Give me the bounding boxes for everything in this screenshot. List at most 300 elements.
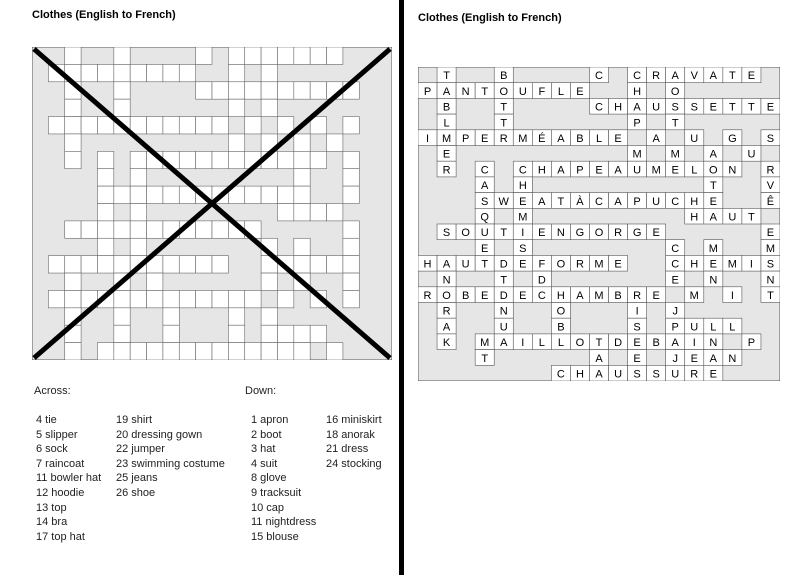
solution-letter: B bbox=[652, 337, 660, 350]
blank-cell bbox=[97, 64, 113, 81]
solution-letter: R bbox=[423, 290, 432, 303]
solution-letter: T bbox=[500, 227, 508, 240]
solution-letter: S bbox=[442, 227, 451, 240]
solution-letter: U bbox=[480, 227, 489, 240]
solution-letter: E bbox=[614, 258, 622, 271]
blank-cell bbox=[228, 308, 244, 325]
solution-letter: E bbox=[766, 227, 775, 240]
blank-cell bbox=[147, 117, 163, 134]
solution-letter: T bbox=[729, 101, 736, 114]
blank-cell bbox=[310, 204, 326, 221]
solution-letter: R bbox=[442, 305, 451, 318]
solution-letter: H bbox=[690, 211, 699, 224]
solution-letter: A bbox=[614, 195, 622, 208]
blank-cell bbox=[97, 256, 113, 273]
solution-letter: H bbox=[556, 290, 565, 303]
across-clues-col2 bbox=[116, 413, 225, 501]
solution-letter: T bbox=[481, 352, 489, 365]
across-clues-col1 bbox=[36, 413, 101, 544]
solution-letter: H bbox=[575, 368, 584, 381]
blank-cell bbox=[114, 256, 130, 273]
blank-cell bbox=[65, 256, 81, 273]
solution-letter: E bbox=[709, 101, 717, 114]
solution-letter: C bbox=[537, 290, 546, 303]
blank-cell bbox=[294, 47, 310, 64]
solution-letter: O bbox=[556, 258, 566, 271]
blank-cell bbox=[310, 325, 326, 342]
solution-letter: C bbox=[556, 368, 565, 381]
solution-letter: E bbox=[633, 337, 641, 350]
solution-letter: L bbox=[557, 85, 564, 98]
solution-letter: M bbox=[727, 258, 737, 271]
solution-letter: L bbox=[595, 133, 603, 146]
solution-letter: T bbox=[481, 85, 489, 98]
blank-cell bbox=[114, 325, 130, 342]
blank-cell bbox=[261, 343, 277, 360]
clue-item: 8 glove bbox=[251, 472, 287, 485]
clue-item: 4 suit bbox=[251, 457, 278, 470]
blank-cell bbox=[294, 325, 310, 342]
blank-cell bbox=[114, 186, 130, 203]
solution-letter: E bbox=[671, 164, 679, 177]
blank-cell bbox=[65, 221, 81, 238]
solution-letter: T bbox=[443, 70, 450, 83]
solution-letter: V bbox=[690, 70, 698, 83]
blank-cell bbox=[261, 47, 277, 64]
solution-letter: A bbox=[557, 164, 565, 177]
solution-letter: É bbox=[538, 133, 546, 146]
blank-cell bbox=[327, 343, 343, 360]
solution-letter: F bbox=[538, 85, 546, 98]
blank-cell bbox=[212, 343, 228, 360]
blank-cell bbox=[65, 99, 81, 116]
solution-letter: H bbox=[690, 258, 699, 271]
blank-cell bbox=[343, 273, 359, 290]
blank-cell bbox=[163, 256, 179, 273]
solution-letter: U bbox=[614, 368, 623, 381]
solution-letter: D bbox=[499, 258, 508, 271]
left-title: Clothes (English to French) bbox=[32, 9, 176, 21]
blank-cell bbox=[163, 186, 179, 203]
blank-cell bbox=[245, 186, 261, 203]
solution-letter: C bbox=[671, 242, 680, 255]
solution-letter: R bbox=[575, 258, 584, 271]
blank-cell bbox=[81, 64, 97, 81]
solution-letter: P bbox=[576, 164, 584, 177]
solution-letter: A bbox=[557, 133, 565, 146]
solution-letter: M bbox=[441, 133, 452, 146]
across-heading: Across: bbox=[34, 385, 71, 397]
solution-letter: E bbox=[652, 227, 660, 240]
solution-letter: A bbox=[442, 258, 451, 271]
blank-cell bbox=[294, 238, 310, 255]
blank-cell bbox=[245, 82, 261, 99]
solution-crossword-grid bbox=[418, 67, 780, 381]
solution-letter: T bbox=[729, 70, 736, 83]
solution-letter: A bbox=[709, 148, 717, 161]
solution-letter: M bbox=[765, 242, 776, 255]
solution-letter: A bbox=[595, 368, 603, 381]
clue-item: 14 bra bbox=[36, 516, 68, 529]
clue-item: 1 apron bbox=[251, 414, 289, 426]
solution-letter: U bbox=[518, 85, 527, 98]
solution-letter: A bbox=[442, 321, 451, 334]
blank-cell bbox=[114, 82, 130, 99]
solution-letter: U bbox=[652, 101, 661, 114]
solution-letter: R bbox=[652, 70, 661, 83]
blank-cell bbox=[343, 221, 359, 238]
solution-letter: E bbox=[442, 148, 451, 161]
down-clues-col1 bbox=[251, 413, 316, 544]
blank-cell bbox=[97, 186, 113, 203]
solution-letter: M bbox=[670, 148, 680, 161]
blank-cell bbox=[343, 186, 359, 203]
solution-letter: A bbox=[671, 337, 679, 350]
blank-cell bbox=[48, 290, 64, 307]
solution-letter: B bbox=[461, 290, 470, 303]
clue-item: 23 swimming costume bbox=[116, 457, 225, 470]
blank-cell bbox=[130, 169, 146, 186]
solution-letter: P bbox=[633, 195, 641, 208]
solution-letter: U bbox=[633, 164, 642, 177]
blank-cell bbox=[196, 47, 212, 64]
solution-letter: O bbox=[461, 227, 470, 240]
solution-letter: C bbox=[633, 70, 642, 83]
blank-cell bbox=[130, 64, 146, 81]
solution-letter: I bbox=[749, 258, 753, 271]
solution-letter: T bbox=[500, 117, 508, 130]
clue-item: 11 bowler hat bbox=[36, 472, 102, 485]
clue-item: 20 dressing gown bbox=[116, 428, 203, 441]
solution-letter: T bbox=[481, 258, 489, 271]
solution-letter: P bbox=[423, 85, 432, 98]
solution-letter: A bbox=[709, 352, 717, 365]
blank-cell bbox=[97, 169, 113, 186]
blank-cell bbox=[228, 47, 244, 64]
solution-letter: S bbox=[481, 195, 489, 208]
solution-letter: E bbox=[481, 133, 489, 146]
blank-cell bbox=[130, 204, 146, 221]
solution-letter: N bbox=[556, 227, 565, 240]
solution-letter: R bbox=[633, 290, 642, 303]
solution-letter: E bbox=[519, 290, 527, 303]
blank-cell bbox=[277, 82, 293, 99]
solution-letter: B bbox=[500, 70, 508, 83]
solution-letter: P bbox=[633, 117, 641, 130]
solution-letter: T bbox=[671, 117, 679, 130]
solution-letter: L bbox=[710, 321, 717, 334]
blank-cell bbox=[228, 134, 244, 151]
solution-letter: I bbox=[521, 337, 525, 350]
solution-letter: N bbox=[499, 305, 508, 318]
solution-letter: G bbox=[728, 133, 737, 146]
blank-cell bbox=[65, 134, 81, 151]
solution-letter: K bbox=[442, 337, 451, 350]
solution-letter: R bbox=[499, 133, 508, 146]
solution-letter: B bbox=[442, 101, 451, 114]
clue-item: 9 tracksuit bbox=[251, 486, 302, 499]
solution-letter: A bbox=[709, 211, 717, 224]
solution-letter: L bbox=[729, 321, 736, 334]
solution-letter: A bbox=[595, 352, 603, 365]
blank-cell bbox=[97, 343, 113, 360]
solution-letter: D bbox=[614, 337, 623, 350]
solution-letter: S bbox=[633, 321, 641, 334]
blank-cell bbox=[147, 186, 163, 203]
blank-cell bbox=[65, 343, 81, 360]
solution-letter: E bbox=[766, 101, 775, 114]
blank-cell bbox=[81, 256, 97, 273]
solution-letter: C bbox=[595, 101, 603, 114]
blank-cell bbox=[261, 308, 277, 325]
blank-cell bbox=[196, 343, 212, 360]
solution-letter: G bbox=[575, 227, 585, 240]
solution-letter: M bbox=[632, 148, 642, 161]
solution-letter: A bbox=[538, 195, 546, 208]
blank-cell bbox=[65, 151, 81, 168]
solution-letter: B bbox=[576, 133, 584, 146]
blank-cell bbox=[196, 290, 212, 307]
right-title: Clothes (English to French) bbox=[418, 12, 562, 24]
solution-letter: A bbox=[481, 180, 489, 193]
solution-letter: I bbox=[425, 133, 430, 146]
blank-cell bbox=[196, 82, 212, 99]
blank-cell bbox=[212, 82, 228, 99]
solution-letter: M bbox=[689, 290, 699, 303]
blank-cell bbox=[163, 117, 179, 134]
blank-cell bbox=[114, 343, 130, 360]
solution-letter: E bbox=[633, 352, 641, 365]
solution-letter: M bbox=[518, 211, 528, 224]
solution-letter: D bbox=[537, 274, 546, 287]
blank-cell bbox=[97, 221, 113, 238]
blank-cell bbox=[212, 117, 228, 134]
solution-letter: O bbox=[499, 85, 509, 98]
blank-cell bbox=[343, 117, 359, 134]
blank-cell bbox=[294, 256, 310, 273]
solution-letter: U bbox=[747, 148, 756, 161]
solution-letter: C bbox=[671, 258, 680, 271]
blank-cell bbox=[343, 151, 359, 168]
solution-letter: E bbox=[481, 242, 489, 255]
solution-letter: C bbox=[595, 195, 603, 208]
blank-cell bbox=[310, 82, 326, 99]
solution-letter: S bbox=[690, 101, 698, 114]
blank-cell bbox=[228, 82, 244, 99]
down-clues-col2 bbox=[326, 413, 382, 471]
solution-letter: A bbox=[576, 290, 584, 303]
blank-cell bbox=[65, 47, 81, 64]
blank-cell bbox=[277, 325, 293, 342]
blank-cell bbox=[163, 290, 179, 307]
solution-letter: I bbox=[635, 305, 639, 318]
solution-letter: O bbox=[575, 337, 585, 350]
solution-letter: O bbox=[709, 164, 718, 177]
solution-letter: M bbox=[594, 258, 604, 271]
solution-letter: N bbox=[728, 164, 737, 177]
blank-cell bbox=[261, 64, 277, 81]
solution-letter: S bbox=[633, 368, 641, 381]
blank-cell bbox=[261, 82, 277, 99]
blank-cell bbox=[212, 290, 228, 307]
solution-letter: E bbox=[747, 70, 756, 83]
solution-letter: E bbox=[519, 195, 527, 208]
clue-item: 6 sock bbox=[36, 443, 68, 456]
solution-letter: E bbox=[519, 258, 527, 271]
solution-letter: N bbox=[709, 274, 718, 287]
solution-letter: U bbox=[671, 368, 680, 381]
solution-letter: T bbox=[500, 274, 508, 287]
blank-cell bbox=[179, 290, 195, 307]
blank-cell bbox=[65, 273, 81, 290]
solution-letter: A bbox=[633, 101, 641, 114]
solution-letter: S bbox=[519, 242, 527, 255]
solution-letter: I bbox=[692, 337, 696, 350]
blank-cell bbox=[163, 308, 179, 325]
solution-letter: L bbox=[557, 337, 564, 350]
solution-letter: M bbox=[594, 290, 604, 303]
solution-letter: T bbox=[500, 101, 508, 114]
solution-letter: U bbox=[652, 195, 661, 208]
blank-cell bbox=[294, 186, 310, 203]
blank-cell bbox=[277, 204, 293, 221]
solution-letter: N bbox=[709, 337, 718, 350]
blank-cell bbox=[48, 256, 64, 273]
blank-cell bbox=[179, 151, 195, 168]
solution-letter: R bbox=[766, 164, 775, 177]
blank-cell bbox=[196, 221, 212, 238]
solution-letter: M bbox=[651, 164, 661, 177]
blank-cell bbox=[147, 273, 163, 290]
clues-section bbox=[34, 384, 394, 564]
solution-letter: T bbox=[748, 101, 755, 114]
blank-cell bbox=[277, 343, 293, 360]
blank-crossword-grid bbox=[32, 47, 392, 360]
solution-letter: N bbox=[461, 85, 470, 98]
solution-letter: C bbox=[671, 195, 680, 208]
solution-letter: T bbox=[595, 337, 603, 350]
blank-cell bbox=[163, 325, 179, 342]
solution-letter: C bbox=[518, 164, 527, 177]
blank-cell bbox=[212, 151, 228, 168]
solution-letter: O bbox=[556, 305, 566, 318]
solution-letter: N bbox=[728, 352, 737, 365]
clue-item: 16 miniskirt bbox=[326, 414, 382, 426]
solution-letter: S bbox=[671, 101, 679, 114]
blank-cell bbox=[310, 256, 326, 273]
clue-item: 15 blouse bbox=[251, 530, 299, 543]
solution-letter: E bbox=[690, 352, 698, 365]
clue-item: 17 top hat bbox=[36, 530, 85, 543]
solution-letter: P bbox=[461, 133, 470, 146]
blank-cell bbox=[130, 186, 146, 203]
blank-cell bbox=[261, 273, 277, 290]
solution-letter: U bbox=[461, 258, 470, 271]
solution-letter: U bbox=[690, 321, 699, 334]
blank-cell bbox=[310, 47, 326, 64]
solution-letter: D bbox=[499, 290, 508, 303]
blank-cell bbox=[196, 151, 212, 168]
clue-item: 5 slipper bbox=[36, 428, 78, 441]
blank-cell bbox=[245, 343, 261, 360]
solution-letter: O bbox=[442, 290, 451, 303]
blank-cell bbox=[294, 169, 310, 186]
solution-letter: L bbox=[538, 337, 545, 350]
solution-letter: E bbox=[481, 290, 489, 303]
solution-letter: H bbox=[537, 164, 546, 177]
solution-letter: T bbox=[748, 211, 755, 224]
blank-cell bbox=[147, 221, 163, 238]
solution-letter: U bbox=[690, 133, 699, 146]
blank-cell bbox=[294, 204, 310, 221]
solution-letter: H bbox=[633, 85, 642, 98]
solution-letter: A bbox=[709, 70, 717, 83]
blank-cell bbox=[114, 221, 130, 238]
blank-cell bbox=[114, 290, 130, 307]
blank-cell bbox=[97, 151, 113, 168]
blank-cell bbox=[114, 308, 130, 325]
solution-letter: M bbox=[708, 242, 718, 255]
blank-cell bbox=[261, 186, 277, 203]
blank-cell bbox=[327, 47, 343, 64]
blank-cell bbox=[245, 47, 261, 64]
blank-cell bbox=[147, 64, 163, 81]
blank-cell bbox=[179, 256, 195, 273]
solution-letter: I bbox=[521, 227, 525, 240]
clue-item: 3 hat bbox=[251, 443, 276, 456]
blank-cell bbox=[310, 151, 326, 168]
clue-item: 26 shoe bbox=[116, 486, 156, 499]
blank-cell bbox=[130, 151, 146, 168]
clue-item: 12 hoodie bbox=[36, 486, 85, 499]
blank-cell bbox=[277, 186, 293, 203]
solution-letter: H bbox=[614, 101, 623, 114]
blank-cell bbox=[327, 134, 343, 151]
solution-letter: F bbox=[538, 258, 546, 271]
solution-letter: P bbox=[671, 321, 679, 334]
blank-cell bbox=[65, 117, 81, 134]
blank-cell bbox=[294, 343, 310, 360]
blank-cell bbox=[277, 151, 293, 168]
blank-cell bbox=[228, 151, 244, 168]
blank-cell bbox=[294, 134, 310, 151]
blank-cell bbox=[163, 343, 179, 360]
clue-item: 19 shirt bbox=[116, 414, 153, 426]
blank-cell bbox=[130, 221, 146, 238]
solution-letter: W bbox=[498, 195, 509, 208]
solution-letter: P bbox=[747, 337, 756, 350]
blank-cell bbox=[147, 343, 163, 360]
blank-cell bbox=[48, 117, 64, 134]
blank-cell bbox=[343, 169, 359, 186]
solution-letter: S bbox=[766, 133, 775, 146]
solution-letter: U bbox=[499, 321, 508, 334]
blank-cell bbox=[228, 99, 244, 116]
clue-item: 18 anorak bbox=[326, 428, 375, 441]
solution-letter: T bbox=[767, 290, 774, 303]
blank-cell bbox=[294, 151, 310, 168]
blank-cell bbox=[114, 64, 130, 81]
solution-letter: H bbox=[690, 195, 699, 208]
clue-item: 21 dress bbox=[326, 443, 369, 456]
blank-cell bbox=[327, 256, 343, 273]
clue-item: 11 nightdress bbox=[251, 516, 317, 529]
solution-letter: S bbox=[652, 368, 660, 381]
solution-letter: M bbox=[480, 337, 490, 350]
solution-letter: H bbox=[423, 258, 432, 271]
blank-cell bbox=[114, 99, 130, 116]
blank-cell bbox=[97, 238, 113, 255]
